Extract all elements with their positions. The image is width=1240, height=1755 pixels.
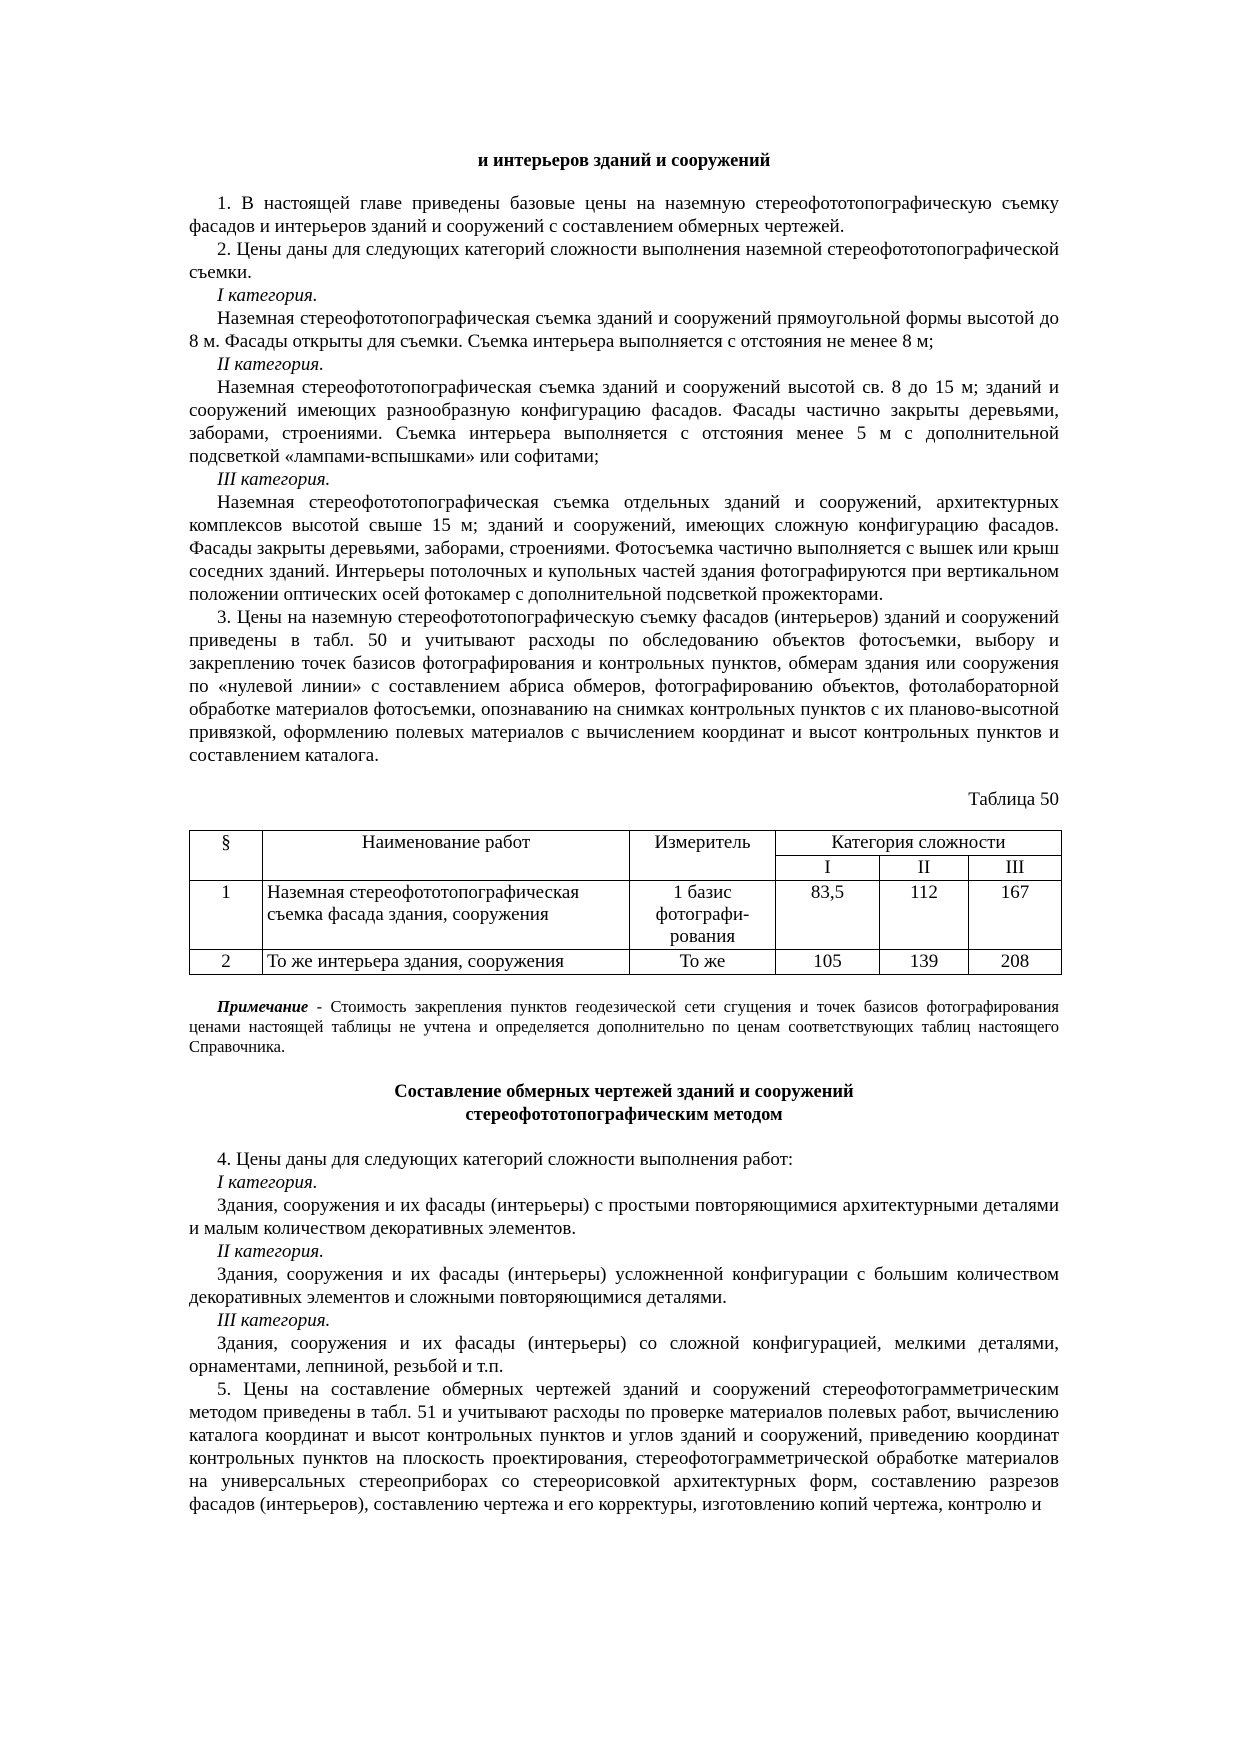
category-1-label: I категория. <box>217 285 318 306</box>
category-2-text: Наземная стереофототопографическая съемка зданий и сооружений высотой св. 8 до 15 м; зданий и сооружений имеющих разнообразную конфигурацию фасадов. Фасады частично закрыты деревьями, заборами, строениями. Съемка интерьера выполняется с отстояния менее 5 м с дополнительной подсветкой «лампами-вспышками» или софитами; <box>189 377 1059 467</box>
table-row <box>190 950 1062 975</box>
header-cat-i: I <box>776 856 880 881</box>
row-1-name: Наземная стереофототопографическая съемка фасада здания, сооружения <box>263 881 630 950</box>
row-2-cat-ii: 139 <box>880 950 969 975</box>
section-2-category-3-text: Здания, сооружения и их фасады (интерьеры) со сложной конфигурацией, мелкими деталями, орнаментами, лепниной, резьбой и т.п. <box>189 1333 1059 1377</box>
section-2-category-1-label: I категория. <box>217 1172 318 1193</box>
table-caption: Таблица 50 <box>968 789 1059 810</box>
paragraph-4: 4. Цены даны для следующих категорий сложности выполнения работ: <box>217 1149 794 1170</box>
header-section-num: § <box>190 831 263 881</box>
paragraph-1: 1. В настоящей главе приведены базовые цены на наземную стереофототопографическую съемку фасадов и интерьеров зданий и сооружений с составлением обмерных чертежей. <box>189 193 1059 237</box>
paragraph-3: 3. Цены на наземную стереофототопографическую съемку фасадов (интерьеров) зданий и сооружений приведены в табл. 50 и учитывают расходы по обследованию объектов фотосъемки, выбору и закреплению точек базисов фотографирования и контрольных пунктов, обмерам здания или сооружения по «нулевой линии» с составлением абриса обмеров, фотографированию объектов, фотолабораторной обработке материалов фотосъемки, опознаванию на снимках контрольных пунктов с их планово-высотной привязкой, оформлению полевых материалов с вычислением координат и высот контрольных пунктов и составлением каталога. <box>189 607 1059 766</box>
category-3-text: Наземная стереофототопографическая съемка отдельных зданий и сооружений, архитектурных комплексов высотой свыше 15 м; зданий и сооружений, имеющих сложную конфигурацию фасадов. Фасады закрыты деревьями, заборами, строениями. Фотосъемка частично выполняется с вышек или крыш соседних зданий. Интерьеры потолочных и купольных частей здания фотографируются при вертикальном положении оптических осей фотокамер с дополнительной подсветкой прожекторами. <box>189 492 1059 605</box>
section-2-title-line-1: Составление обмерных чертежей зданий и сооружений <box>394 1082 854 1102</box>
table-row <box>190 881 1062 950</box>
row-2-num: 2 <box>190 950 263 975</box>
row-2-name: То же интерьера здания, сооружения <box>263 950 630 975</box>
paragraph-5: 5. Цены на составление обмерных чертежей зданий и сооружений стереофотограмметрическим методом приведены в табл. 51 и учитывают расходы по проверке материалов полевых работ, вычислению каталога координат и высот контрольных пунктов и углов зданий и сооружений, приведению координат контрольных пунктов на плоскость проектирования, стереофотограмметрической обработке материалов на универсальных стереоприборах со стереорисовкой архитектурных форм, составлению разрезов фасадов (интерьеров), составлению чертежа и его корректуры, изготовлению копий чертежа, контролю и <box>189 1379 1059 1515</box>
section-2-title <box>189 1081 1059 1127</box>
row-1-cat-iii: 167 <box>969 881 1062 950</box>
header-cat-ii: II <box>880 856 969 881</box>
row-1-num: 1 <box>190 881 263 950</box>
paragraph-2: 2. Цены даны для следующих категорий сложности выполнения наземной стереофототопографической съемки. <box>189 239 1059 283</box>
row-2-cat-i: 105 <box>776 950 880 975</box>
header-cat-iii: III <box>969 856 1062 881</box>
rates-table <box>189 830 1062 975</box>
category-3-label: III категория. <box>217 469 331 490</box>
document-page <box>189 150 1059 1516</box>
section-2-category-2-text: Здания, сооружения и их фасады (интерьеры) усложненной конфигурации с большим количеством декоративных элементов и сложными повторяющимися деталями. <box>189 1264 1059 1308</box>
section-title-top: и интерьеров зданий и сооружений <box>477 151 771 171</box>
note-text: - Стоимость закрепления пунктов геодезической сети сгущения и точек базисов фотографирования ценами настоящей таблицы не учтена и определяется дополнительно по ценам соответствующих таблиц настоящего Справочника. <box>189 997 1059 1056</box>
category-1-text: Наземная стереофототопографическая съемка зданий и сооружений прямоугольной формы высотой до 8 м. Фасады открыты для съемки. Съемка интерьера выполняется с отстояния не менее 8 м; <box>189 308 1059 352</box>
section-2-category-1-text: Здания, сооружения и их фасады (интерьеры) с простыми повторяющимися архитектурными деталями и малым количеством декоративных элементов. <box>189 1195 1059 1239</box>
section-2-category-3-label: III категория. <box>217 1310 331 1331</box>
table-header-row <box>190 831 1062 856</box>
row-1-unit: 1 базис фотографи-рования <box>630 881 776 950</box>
row-1-cat-i: 83,5 <box>776 881 880 950</box>
category-2-label: II категория. <box>217 354 324 375</box>
note-label: Примечание <box>217 997 309 1016</box>
header-work-name: Наименование работ <box>263 831 630 881</box>
table-note <box>189 997 1059 1057</box>
header-unit: Измеритель <box>630 831 776 881</box>
header-category: Категория сложности <box>776 831 1062 856</box>
row-2-unit: То же <box>630 950 776 975</box>
row-1-cat-ii: 112 <box>880 881 969 950</box>
row-2-cat-iii: 208 <box>969 950 1062 975</box>
section-2-title-line-2: стереофототопографическим методом <box>465 1105 783 1125</box>
section-2-category-2-label: II категория. <box>217 1241 324 1262</box>
